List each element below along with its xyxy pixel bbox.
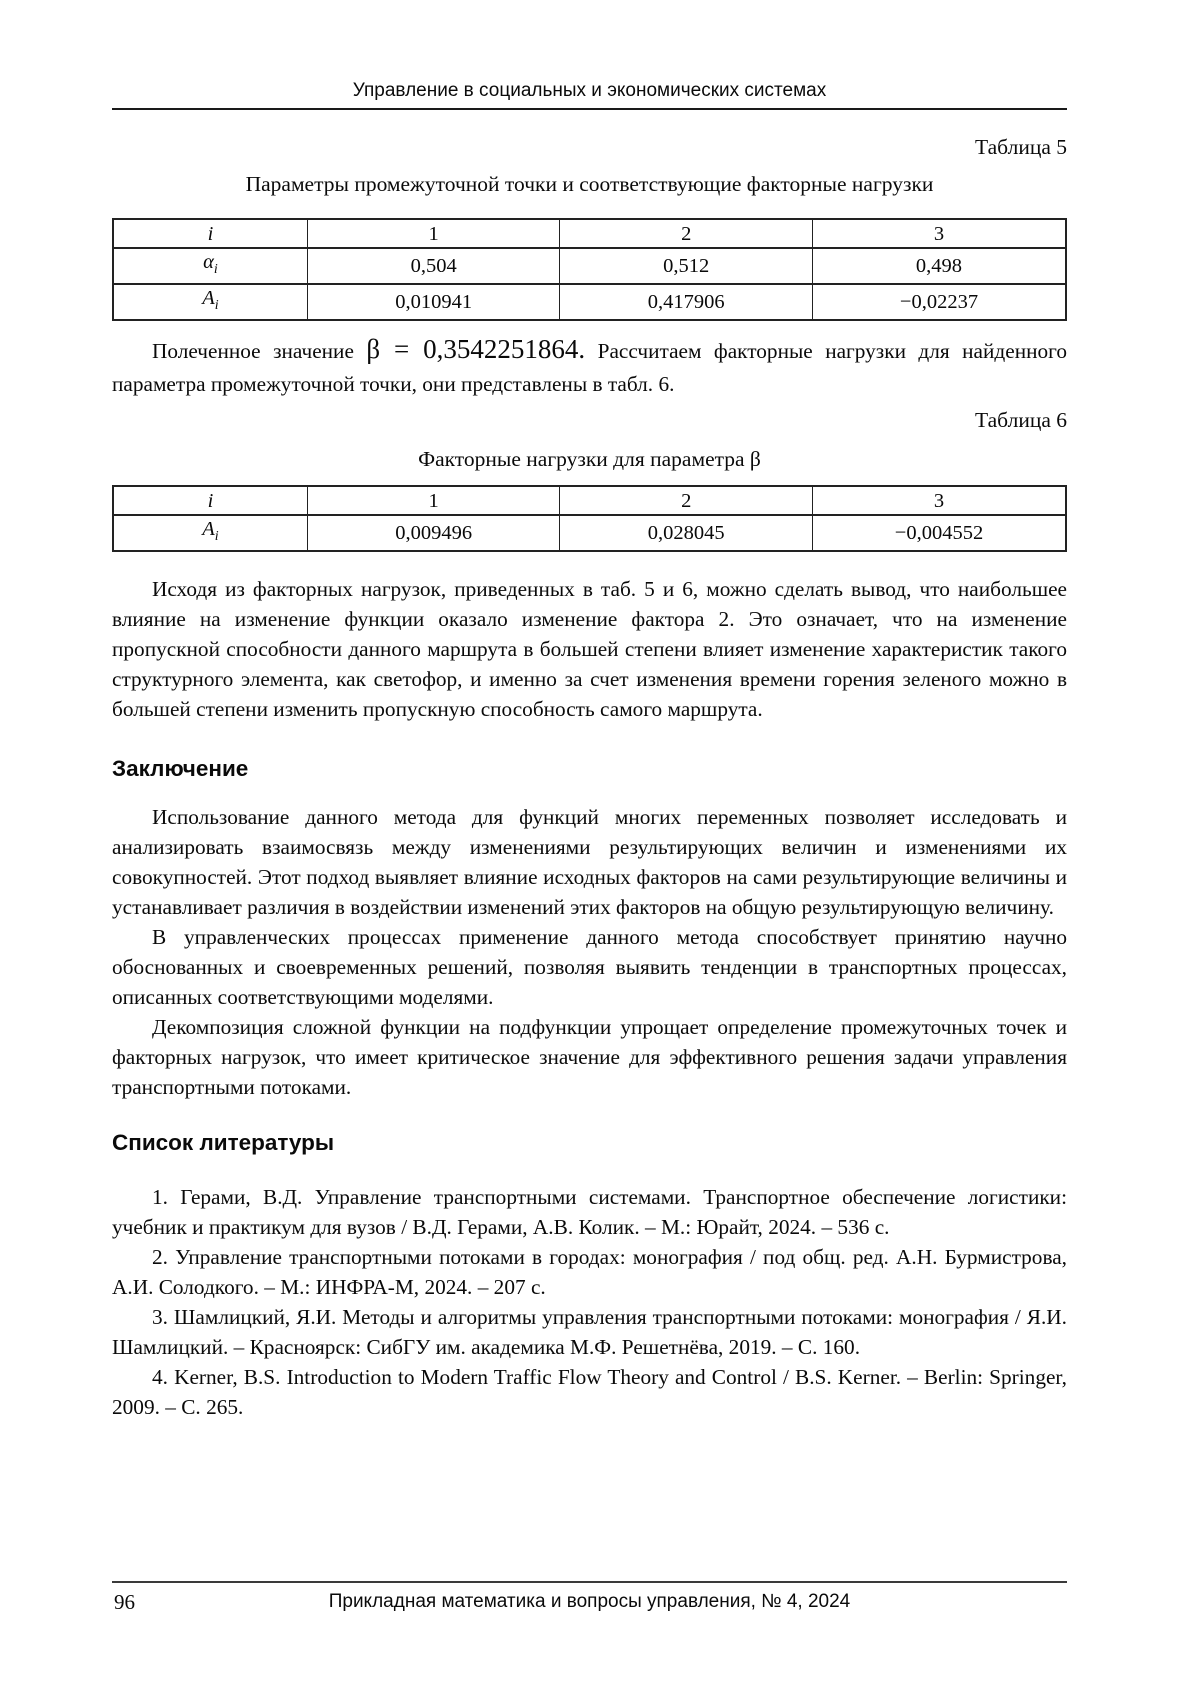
page-number: 96	[114, 1590, 135, 1614]
table5-alpha-value-2: 0,512	[560, 248, 813, 284]
table5-alpha-value-3: 0,498	[812, 248, 1066, 284]
references-heading: Список литературы	[112, 1130, 335, 1156]
table5-a-value-1: 0,010941	[307, 284, 560, 320]
analysis-paragraph: Исходя из факторных нагрузок, приведенных в таб. 5 и 6, можно сделать вывод, что наибольшее влияние на изменение функции оказало изменение фактора 2. Это означает, что на изменение пропускной способности данного маршрута в большей степени влияет изменение характеристик такого структурного элемента, как светофор, и именно за счет изменения времени горения зеленого можно в большей степени изменить пропускную способность самого маршрута.	[112, 577, 1067, 722]
table5-row-alpha	[113, 248, 1066, 284]
table5-header-1: 1	[307, 219, 560, 248]
table5-row-a	[113, 284, 1066, 320]
table5-a-value-3: −0,02237	[812, 284, 1066, 320]
table5-header-row	[113, 219, 1066, 248]
conclusion-paragraph: Декомпозиция сложной функции на подфункции упрощает определение промежуточных точек и факторных нагрузок, что имеет критическое значение для эффективного решения задачи управления транспортными потоками.	[112, 1015, 1067, 1100]
conclusion-paragraph: В управленческих процессах применение данного метода способствует принятию научно обоснованных и своевременных решений, позволяя выявить тенденции в транспортных процессах, описанных соответствующими моделями.	[112, 925, 1067, 1010]
table6-header-row	[113, 486, 1066, 515]
beta-formula: β = 0,3542251864.	[366, 334, 586, 365]
page-footer	[112, 1581, 1067, 1614]
reference-item: 1. Герами, В.Д. Управление транспортными системами. Транспортное обеспечение логистики: учебник и практикум для вузов / В.Д. Герами, А.В. Колик. – М.: Юрайт, 2024. – 536 с.	[112, 1185, 1067, 1240]
table5-alpha-symbol: $\alpha_i$	[113, 248, 307, 284]
table6-a-value-1: 0,009496	[307, 515, 560, 551]
table6-header-2: 2	[560, 486, 813, 515]
table6-a-value-2: 0,028045	[560, 515, 813, 551]
table6	[112, 485, 1067, 552]
table6-label: Таблица 6	[975, 408, 1067, 433]
table5-label: Таблица 5	[975, 135, 1067, 159]
table6-a-symbol: $A_i$	[113, 515, 307, 551]
table6-caption: Факторные нагрузки для параметра β	[418, 447, 761, 472]
table6-a-value-3: −0,004552	[812, 515, 1066, 551]
table6-row-a	[113, 515, 1066, 551]
table5-header-2: 2	[560, 219, 813, 248]
conclusion-paragraph: Использование данного метода для функций многих переменных позволяет исследовать и анализировать взаимосвязь между изменениями результирующих величин и изменениями их совокупностей. Этот подход выявляет влияние исходных факторов на сами результирующие величины и устанавливает различия в воздействии изменений этих факторов на общую результирующую величину.	[112, 805, 1067, 920]
reference-item: 3. Шамлицкий, Я.И. Методы и алгоритмы управления транспортными потоками: монография / Я.И. Шамлицкий. – Красноярск: СибГУ им. академика М.Ф. Решетнёва, 2019. – С. 160.	[112, 1305, 1067, 1360]
conclusion-heading: Заключение	[112, 756, 249, 782]
table5-a-value-2: 0,417906	[560, 284, 813, 320]
table5-alpha-value-1: 0,504	[307, 248, 560, 284]
journal-line: Прикладная математика и вопросы управления, № 4, 2024	[328, 1591, 851, 1612]
page-content	[112, 0, 1067, 1422]
table5-a-symbol: $A_i$	[113, 284, 307, 320]
beta-value-paragraph: Полеченное значение β = 0,3542251864. Рассчитаем факторные нагрузки для найденного параметра промежуточной точки, они представлены в табл. 6.	[112, 334, 1067, 397]
table5	[112, 218, 1067, 321]
table5-header-3: 3	[812, 219, 1066, 248]
running-head: Управление в социальных и экономических системах	[112, 80, 1067, 110]
table5-caption: Параметры промежуточной точки и соответствующие факторные нагрузки	[245, 172, 934, 196]
reference-item: 2. Управление транспортными потоками в городах: монография / под общ. ред. А.Н. Бурмистрова, А.И. Солодкого. – М.: ИНФРА-М, 2024. – 207 с.	[112, 1245, 1067, 1300]
reference-item: 4. Kerner, B.S. Introduction to Modern Traffic Flow Theory and Control / B.S. Kerner. – Berlin: Springer, 2009. – С. 265.	[112, 1365, 1067, 1420]
table5-header-i: i	[113, 219, 307, 248]
table6-header-1: 1	[307, 486, 560, 515]
table6-header-3: 3	[812, 486, 1066, 515]
table6-header-i: i	[113, 486, 307, 515]
